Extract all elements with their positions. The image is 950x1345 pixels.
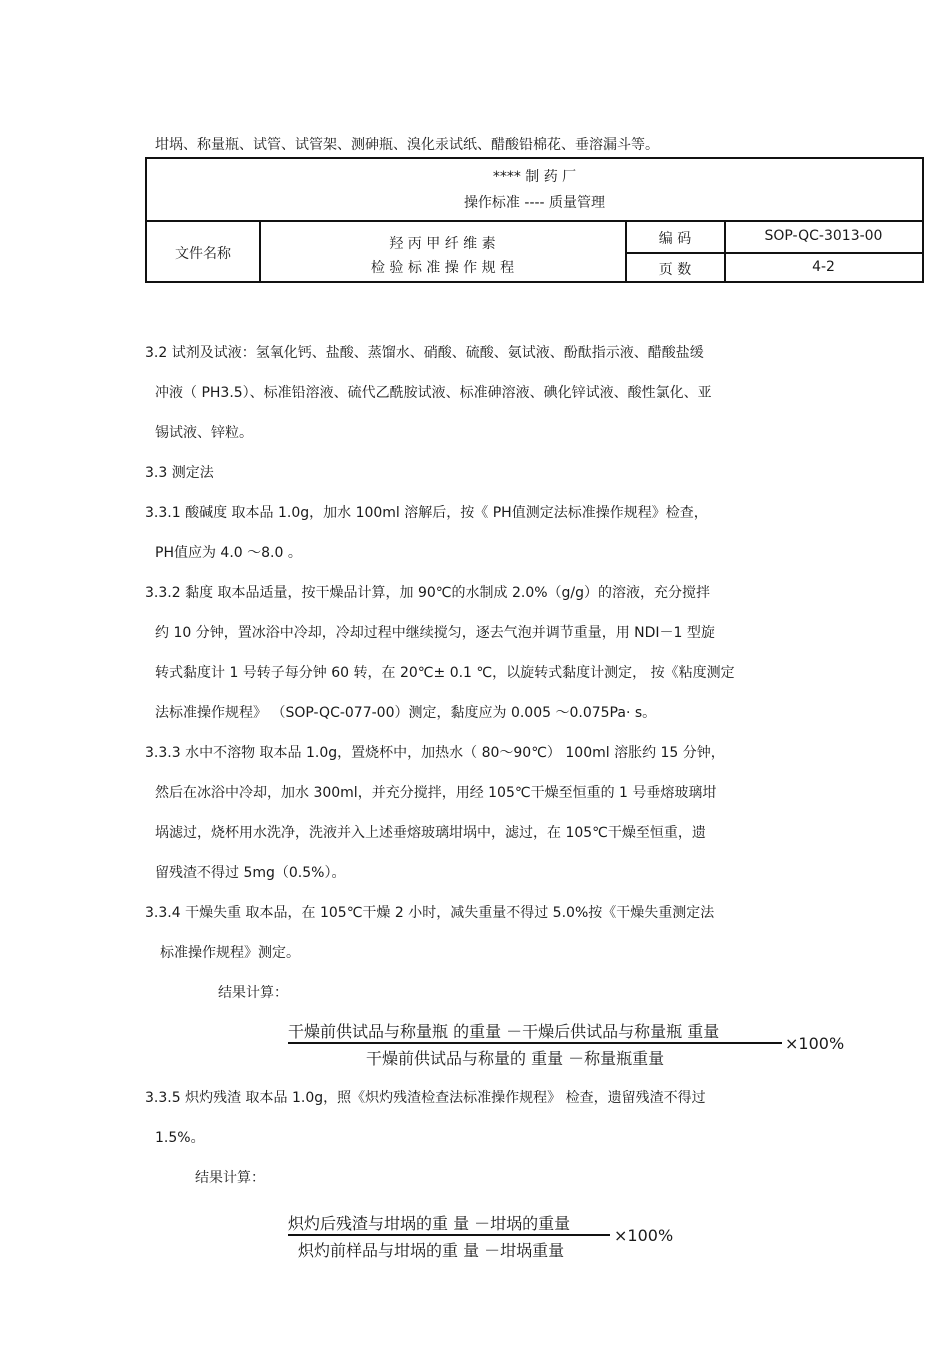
formula-1-multiplier: ×100% (785, 1034, 845, 1053)
section-3-3-3-line-4: 留残渣不得过 5mg（0.5%）。 (155, 865, 346, 881)
section-3-3-4-line-1: 3.3.4 干燥失重 取本品，在 105℃干燥 2 小时，减失重量不得过 5.0%按《干燥失重测定法 (145, 905, 715, 921)
result-calc-label-2: 结果计算： (195, 1170, 265, 1186)
document-title-line-1: 羟 丙 甲 纤 维 素 (389, 236, 496, 252)
section-3-3-3-line-3: 埚滤过，烧杯用水洗净，洗液并入上述垂熔玻璃坩埚中，滤过，在 105℃干燥至恒重，遗 (155, 825, 706, 841)
section-3-2-line-3: 锡试液、锌粒。 (155, 425, 253, 441)
section-3-3-2-line-1: 3.3.2 黏度 取本品适量，按干燥品计算，加 90℃的水制成 2.0%（g/g）的溶液，充分搅拌 (145, 585, 711, 601)
section-3-3-heading: 3.3 测定法 (145, 465, 214, 481)
section-3-3-3-line-1: 3.3.3 水中不溶物 取本品 1.0g，置烧杯中，加热水（ 80～90℃） 100ml 溶胀约 15 分钟， (145, 745, 725, 761)
section-3-3-4-line-2: 标准操作规程》测定。 (160, 945, 300, 961)
formula-1-fraction-bar (288, 1042, 782, 1044)
formula-1-denominator: 干燥前供试品与称量的 重量 －称量瓶重量 (366, 1049, 665, 1068)
formula-2-denominator: 炽灼前样品与坩埚的重 量 －坩埚重量 (298, 1241, 565, 1260)
document-title-line-2: 检 验 标 准 操 作 规 程 (370, 260, 515, 276)
pages-value: 4-2 (812, 259, 835, 275)
formula-2-numerator: 炽灼后残渣与坩埚的重 量 －坩埚的重量 (288, 1214, 571, 1233)
section-3-3-3-line-2: 然后在冰浴中冷却，加水 300ml，并充分搅拌，用经 105℃干燥至恒重的 1 号垂熔玻璃坩 (155, 785, 717, 801)
standard-category: 操作标准 ---- 质量管理 (463, 195, 606, 211)
factory-name: **** 制 药 厂 (492, 169, 577, 185)
section-3-3-1-line-2: PH值应为 4.0 ～8.0 。 (155, 545, 302, 561)
document-header-table (145, 157, 924, 283)
file-name-label: 文件名称 (175, 246, 231, 262)
section-3-2-line-1: 3.2 试剂及试液：氢氧化钙、盐酸、蒸馏水、硝酸、硫酸、氨试液、酚酞指示液、醋酸盐缓 (145, 345, 704, 361)
code-value: SOP-QC-3013-00 (764, 228, 883, 244)
header-row-divider (625, 252, 922, 254)
result-calc-label-1: 结果计算： (218, 985, 288, 1001)
section-3-3-2-line-3: 转式黏度计 1 号转子每分钟 60 转，在 20℃± 0.1 ℃，以旋转式黏度计测定， 按《粘度测定 (155, 665, 735, 681)
formula-2-fraction-bar (288, 1234, 610, 1236)
section-3-3-1-line-1: 3.3.1 酸碱度 取本品 1.0g，加水 100ml 溶解后，按《 PH值测定法标准操作规程》检查， (145, 505, 708, 521)
formula-2-multiplier: ×100% (614, 1226, 674, 1245)
header-divider (147, 220, 922, 222)
code-label: 编 码 (658, 231, 692, 247)
formula-1-numerator: 干燥前供试品与称量瓶 的重量 －干燥后供试品与称量瓶 重量 (288, 1022, 720, 1041)
section-3-3-5-line-1: 3.3.5 炽灼残渣 取本品 1.0g，照《炽灼残渣检查法标准操作规程》 检查，遗留残渣不得过 (145, 1090, 706, 1106)
pages-label: 页 数 (658, 262, 692, 278)
section-3-3-5-line-2: 1.5%。 (155, 1130, 205, 1146)
section-3-2-line-2: 冲液（ PH3.5）、标准铅溶液、硫代乙酰胺试液、标准砷溶液、碘化锌试液、酸性氯化、亚 (155, 385, 712, 401)
section-3-3-2-line-4: 法标准操作规程》 （SOP-QC-077-00）测定，黏度应为 0.005 ～0.075Pa· s。 (155, 705, 657, 721)
materials-line: 坩埚、称量瓶、试管、试管架、测砷瓶、溴化汞试纸、醋酸铅棉花、垂溶漏斗等。 (155, 137, 659, 153)
section-3-3-2-line-2: 约 10 分钟，置冰浴中冷却，冷却过程中继续搅匀，逐去气泡并调节重量，用 NDI－1 型旋 (155, 625, 715, 641)
